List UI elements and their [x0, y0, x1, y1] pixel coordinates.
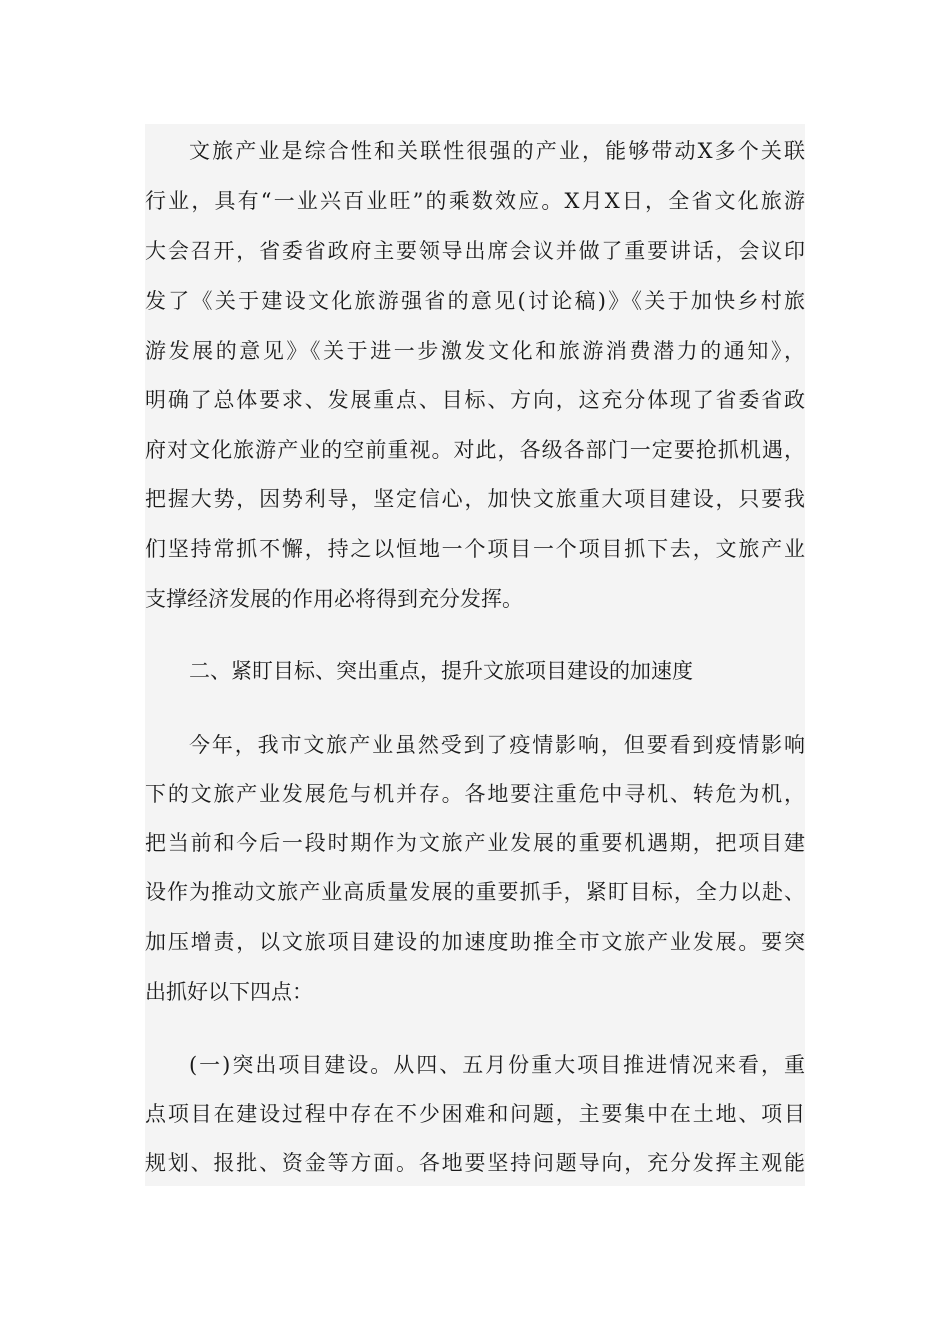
paragraph-3-line-1: 今年，我市文旅产业虽然受到了疫情影响，但要看到疫情影响 [189, 733, 805, 757]
paragraph-1-line-6: 明确了总体要求、发展重点、目标、方向，这充分体现了省委省政 [145, 388, 805, 412]
paragraph-4-line-3: 规划、报批、资金等方面。各地要坚持问题导向，充分发挥主观能 [145, 1151, 805, 1175]
section-heading: 二、紧盯目标、突出重点，提升文旅项目建设的加速度 [189, 659, 693, 683]
paragraph-4-line-1: (一)突出项目建设。从四、五月份重大项目推进情况来看，重 [189, 1053, 805, 1077]
paragraph-3-line-5: 加压增责，以文旅项目建设的加速度助推全市文旅产业发展。要突 [145, 930, 805, 954]
paragraph-4-line-2: 点项目在建设过程中存在不少困难和问题，主要集中在土地、项目 [145, 1102, 805, 1126]
paragraph-1-line-3: 大会召开，省委省政府主要领导出席会议并做了重要讲话，会议印 [145, 239, 805, 263]
paragraph-1-line-7: 府对文化旅游产业的空前重视。对此，各级各部门一定要抢抓机遇， [145, 438, 805, 462]
paragraph-1-line-5: 游发展的意见》《关于进一步激发文化和旅游消费潜力的通知》， [145, 339, 805, 363]
paragraph-1-line-8: 把握大势，因势利导，坚定信心，加快文旅重大项目建设，只要我 [145, 487, 805, 511]
paragraph-3-line-3: 把当前和今后一段时期作为文旅产业发展的重要机遇期，把项目建 [145, 831, 805, 855]
paragraph-1-line-9: 们坚持常抓不懈，持之以恒地一个项目一个项目抓下去，文旅产业 [145, 537, 805, 561]
paragraph-3-line-4: 设作为推动文旅产业高质量发展的重要抓手，紧盯目标，全力以赴、 [145, 880, 805, 904]
paragraph-3-line-2: 下的文旅产业发展危与机并存。各地要注重危中寻机、转危为机， [145, 782, 805, 806]
paragraph-1-line-1: 文旅产业是综合性和关联性很强的产业，能够带动X多个关联 [189, 139, 805, 163]
document-page [145, 124, 805, 1186]
paragraph-1-line-10: 支撑经济发展的作用必将得到充分发挥。 [145, 587, 523, 611]
paragraph-3-line-6: 出抓好以下四点： [145, 980, 313, 1004]
paragraph-1-line-4: 发了《关于建设文化旅游强省的意见(讨论稿)》《关于加快乡村旅 [145, 289, 805, 313]
paragraph-1-line-2: 行业，具有“一业兴百业旺”的乘数效应。X月X日，全省文化旅游 [145, 189, 805, 213]
